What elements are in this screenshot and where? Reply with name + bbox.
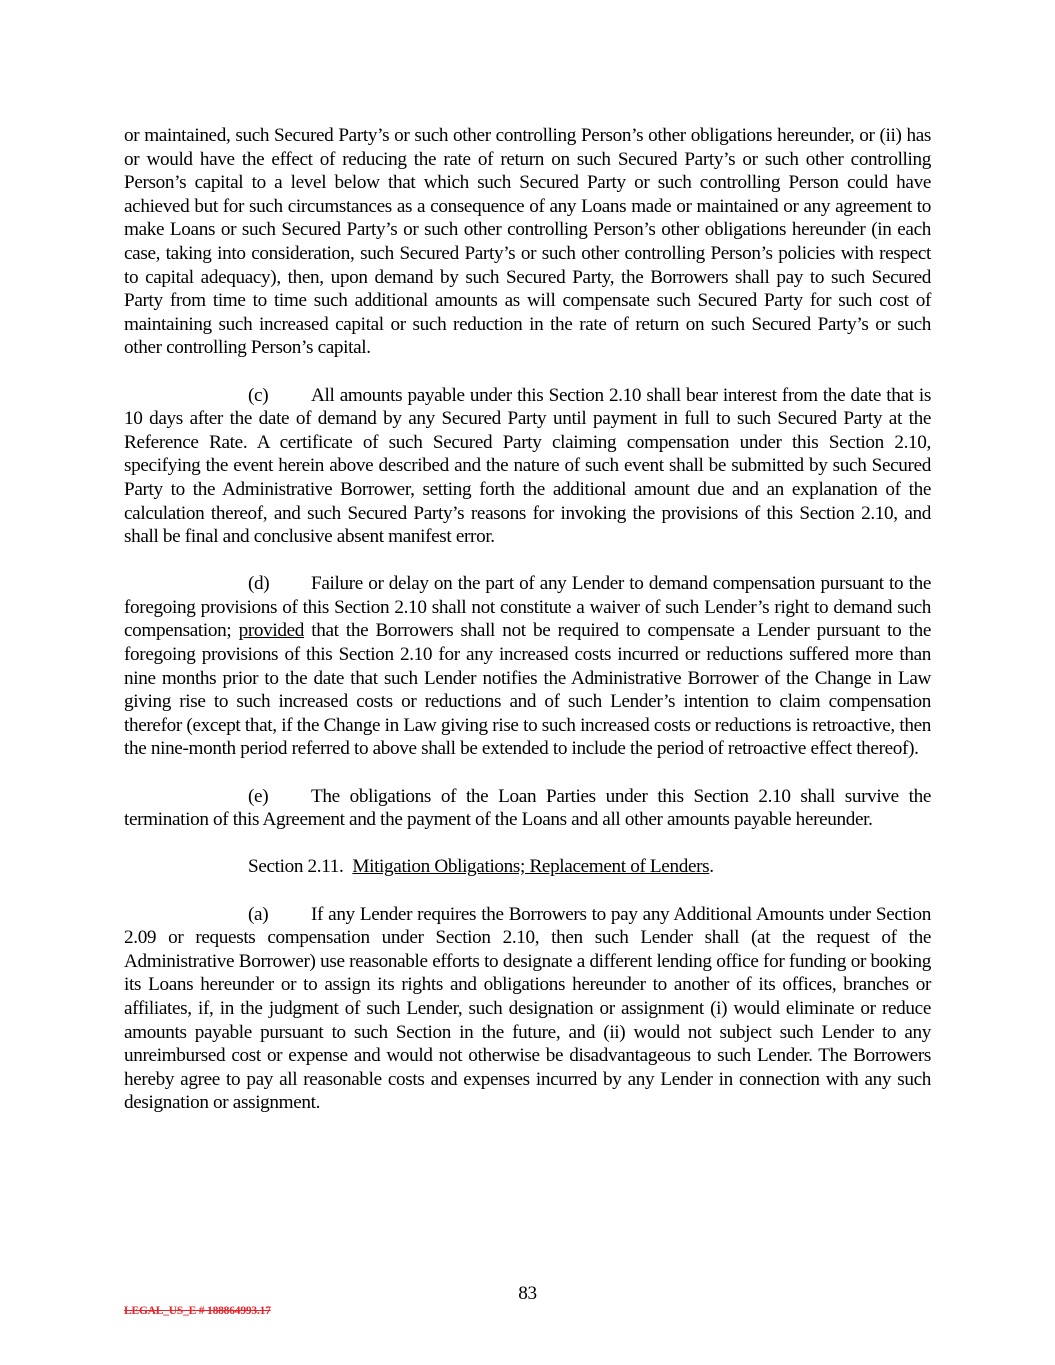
section-number: Section 2.11.: [248, 856, 344, 878]
paragraph-label: (a): [248, 903, 269, 925]
paragraph-text: All amounts payable under this Section 2.10 shall bear interest from the date that is 10 days after the date of demand by any Secured Party until payment in full to such Secured Party at the Reference Rate. A certificate of such Secured Party claiming compensation under this Section 2.10, specifying the event herein above described and the nature of such event shall be submitted by such Secured Party to the Administrative Borrower, setting forth the additional amount due and an explanation of the calculation thereof, and such Secured Party’s reasons for invoking the provisions of this Section 2.10, and shall be final and conclusive absent manifest error.: [124, 384, 931, 548]
section-heading: [248, 855, 931, 879]
paragraph-text: The obligations of the Loan Parties under this Section 2.10 shall survive the termination of this Agreement and the payment of the Loans and all other amounts payable hereunder.: [124, 785, 931, 831]
paragraph-label: (d): [248, 573, 270, 595]
paragraph-b-continuation: or maintained, such Secured Party’s or such other controlling Person’s other obligations hereunder, or (ii) has or would have the effect of reducing the rate of return on such Secured Party’s or such other controlling Person’s capital to a level below that which such Secured Party or such controlling Person could have achieved but for such circumstances as a consequence of any Loans made or maintained or any agreement to make Loans or such Secured Party’s or such other controlling Person’s other obligations hereunder (in each case, taking into consideration, such Secured Party’s or such other controlling Person’s policies with respect to capital adequacy), then, upon demand by such Secured Party, the Borrowers shall pay to such Secured Party from time to time such additional amounts as will compensate such Secured Party for such cost of maintaining such increased capital or such reduction in the rate of return on such Secured Party’s or such other controlling Person’s capital.: [124, 125, 931, 359]
paragraph-c: [124, 384, 931, 549]
paragraph-label: (c): [248, 384, 269, 406]
paragraph-text-after: that the Borrowers shall not be required to compensate a Lender pursuant to the foregoing provisions of this Section 2.10 for any increased costs incurred or reductions suffered more than nine months prior to the date that such Lender notifies the Administrative Borrower of the Change in Law giving rise to such increased costs or reductions and of such Lender’s intention to claim compensation therefor (except that, if the Change in Law giving rise to such increased costs or reductions is retroactive, then the nine-month period referred to above shall be extended to include the period of retroactive effect thereof).: [124, 620, 931, 760]
paragraph-label: (e): [248, 785, 269, 807]
paragraph-e: [124, 785, 931, 832]
paragraph-d: [124, 572, 931, 761]
paragraph-text: If any Lender requires the Borrowers to pay any Additional Amounts under Section 2.09 or requests compensation under Section 2.10, then such Lender shall (at the request of the Administrative Borrower) use reasonable efforts to designate a different lending office for funding or booking its Loans hereunder or to assign its rights and obligations hereunder to another of its offices, branches or affiliates, if, in the judgment of such Lender, such designation or assignment (i) would eliminate or reduce amounts payable pursuant to such Section in the future, and (ii) would not subject such Lender to any unreimbursed cost or expense and would not otherwise be disadvantageous to such Lender. The Borrowers hereby agree to pay all reasonable costs and expenses incurred by any Lender in connection with any such designation or assignment.: [124, 903, 931, 1114]
paragraph-text-before: Failure or delay on the part of any Lender to demand compensation pursuant to the foregoing provisions of this Section 2.10 shall not constitute a waiver of such Lender’s right to demand such compensation;: [124, 573, 931, 642]
document-page: [124, 124, 931, 1139]
section-title: Mitigation Obligations; Replacement of Lenders: [352, 856, 710, 878]
document-id-stamp: LEGAL_US_E # 188864993.17: [124, 1305, 271, 1317]
provided-term: provided: [238, 620, 304, 642]
section-title-period: .: [709, 856, 714, 878]
page-number: 83: [518, 1283, 537, 1304]
paragraph-2-11-a: [124, 903, 931, 1115]
